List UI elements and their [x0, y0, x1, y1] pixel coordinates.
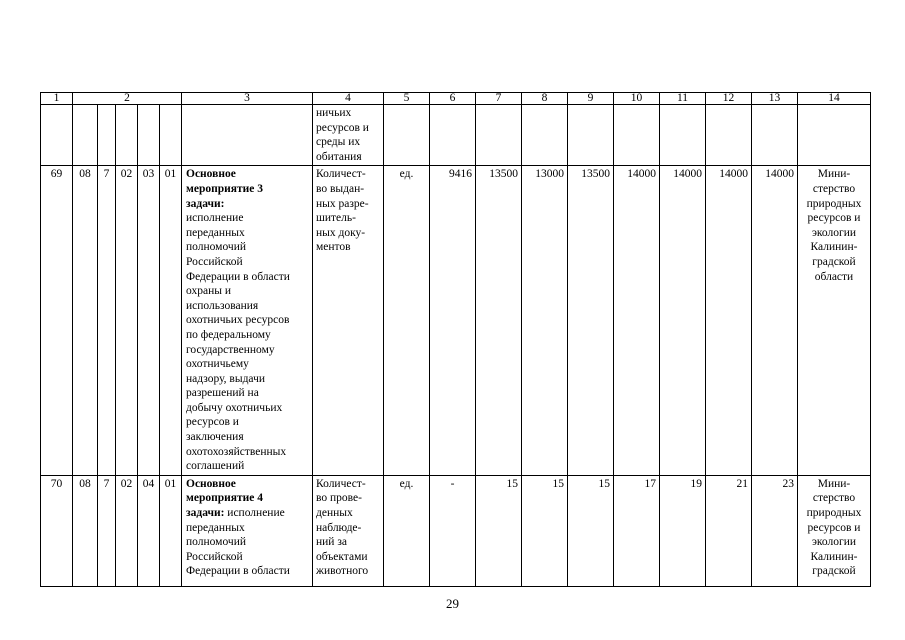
code-cell: 02: [116, 166, 138, 475]
cell-empty: [98, 105, 116, 166]
header-col-3: 3: [182, 93, 313, 105]
value-cell: 14000: [660, 166, 706, 475]
value-cell: 15: [522, 475, 568, 586]
header-row: [41, 93, 871, 105]
row-number: 69: [41, 166, 73, 475]
header-col-14: 14: [798, 93, 871, 105]
cell-empty: [160, 105, 182, 166]
header-col-9: 9: [568, 93, 614, 105]
header-col-11: 11: [660, 93, 706, 105]
unit-cell: ед.: [384, 166, 430, 475]
measure-title: Основное мероприятие 4 задачи:: [186, 477, 263, 520]
header-col-10: 10: [614, 93, 660, 105]
cell-empty: [798, 105, 871, 166]
table-row: [41, 475, 871, 586]
code-cell: 7: [98, 475, 116, 586]
cell-empty: [660, 105, 706, 166]
row-number: 70: [41, 475, 73, 586]
code-cell: 01: [160, 475, 182, 586]
code-cell: 08: [73, 166, 98, 475]
indicator-cell: Количест- во выдан- ных разре- шитель- ных доку- ментов: [313, 166, 384, 475]
value-cell: -: [430, 475, 476, 586]
cell-empty: [182, 105, 313, 166]
value-cell: 21: [706, 475, 752, 586]
cell-empty: [614, 105, 660, 166]
value-cell: 17: [614, 475, 660, 586]
table-row: [41, 166, 871, 475]
cell-empty: [568, 105, 614, 166]
cell-empty: [116, 105, 138, 166]
header-col-1: 1: [41, 93, 73, 105]
value-cell: 14000: [706, 166, 752, 475]
cell-empty: [384, 105, 430, 166]
program-table: [40, 92, 871, 587]
code-cell: 08: [73, 475, 98, 586]
value-cell: 19: [660, 475, 706, 586]
measure-description: исполнение переданных полномочий Российской Федерации в области: [186, 507, 290, 578]
value-cell: 14000: [614, 166, 660, 475]
header-col-2: 2: [73, 93, 182, 105]
page-number: 29: [446, 596, 459, 611]
header-col-12: 12: [706, 93, 752, 105]
header-col-4: 4: [313, 93, 384, 105]
indicator-cell: ничьих ресурсов и среды их обитания: [313, 105, 384, 166]
responsible-cell: Мини- стерство природных ресурсов и экологии Калинин- градской области: [798, 166, 871, 475]
value-cell: 13000: [522, 166, 568, 475]
cell-empty: [73, 105, 98, 166]
responsible-cell: Мини- стерство природных ресурсов и экологии Калинин- градской: [798, 475, 871, 586]
header-col-6: 6: [430, 93, 476, 105]
code-cell: 04: [138, 475, 160, 586]
value-cell: 13500: [568, 166, 614, 475]
value-cell: 15: [568, 475, 614, 586]
value-cell: 15: [476, 475, 522, 586]
cell-empty: [476, 105, 522, 166]
header-col-5: 5: [384, 93, 430, 105]
header-col-8: 8: [522, 93, 568, 105]
code-cell: 02: [116, 475, 138, 586]
code-cell: 01: [160, 166, 182, 475]
measure-name-cell: [182, 475, 313, 586]
cell-empty: [138, 105, 160, 166]
cell-empty: [41, 105, 73, 166]
header-col-13: 13: [752, 93, 798, 105]
measure-description: исполнение переданных полномочий Российской Федерации в области охраны и использования охотничьих ресурсов по федеральному государственному охотничьему надзору, выдачи разрешений на добычу охотничьих ресурсов и заключения охотохозяйственных соглашений: [186, 212, 290, 473]
value-cell: 14000: [752, 166, 798, 475]
code-cell: 03: [138, 166, 160, 475]
cell-empty: [706, 105, 752, 166]
code-cell: 7: [98, 166, 116, 475]
header-col-7: 7: [476, 93, 522, 105]
continuation-row: [41, 105, 871, 166]
unit-cell: ед.: [384, 475, 430, 586]
cell-empty: [522, 105, 568, 166]
value-cell: 23: [752, 475, 798, 586]
cell-empty: [752, 105, 798, 166]
measure-title: Основное мероприятие 3 задачи:: [186, 168, 263, 210]
cell-empty: [430, 105, 476, 166]
value-cell: 13500: [476, 166, 522, 475]
indicator-cell: Количест- во прове- денных наблюде- ний за объектами животного: [313, 475, 384, 586]
value-cell: 9416: [430, 166, 476, 475]
measure-name-cell: [182, 166, 313, 475]
